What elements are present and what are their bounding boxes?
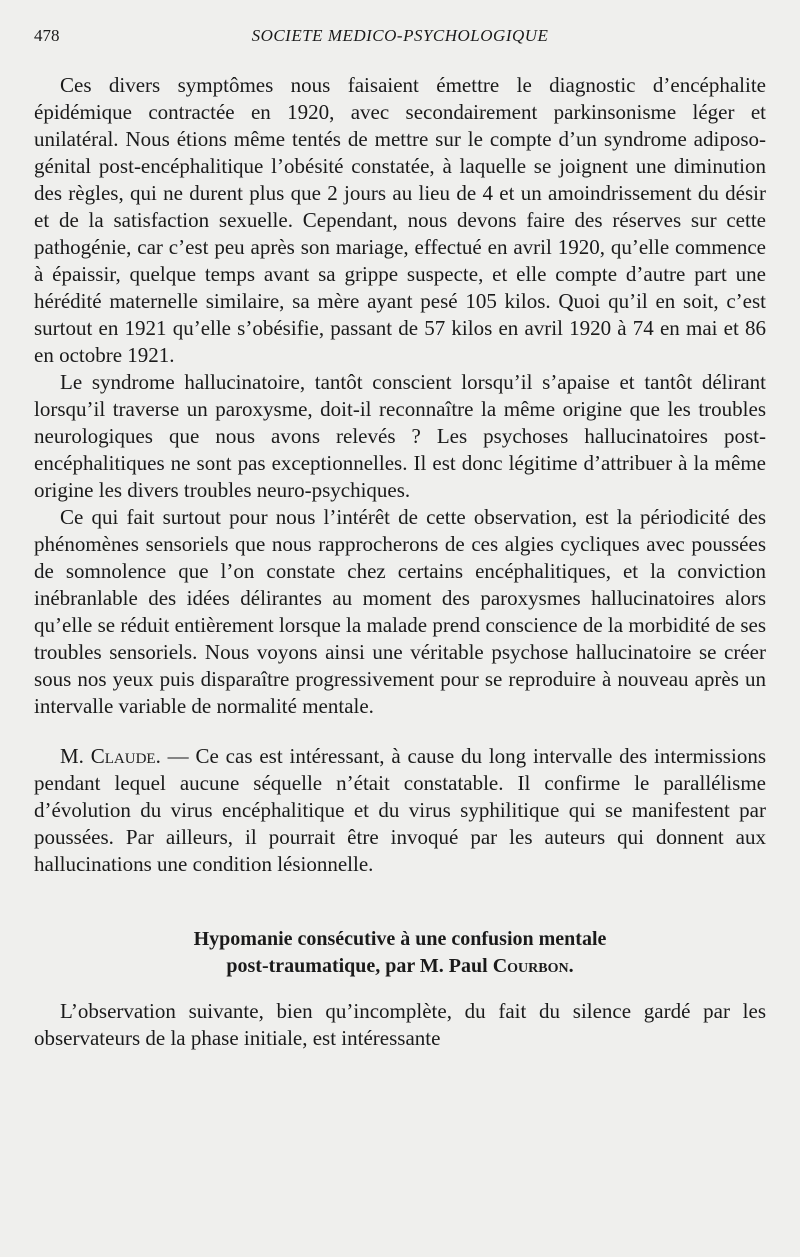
body-text (34, 72, 766, 1052)
running-head: SOCIETE MEDICO-PSYCHOLOGIQUE (251, 26, 549, 45)
paragraph-diagnosis: Ces divers symptômes nous faisaient émettre le diagnostic d’encéphalite épidémique contractée en 1920, avec secondairement parkinsonisme léger et unilatéral. Nous étions même tentés de mettre sur le compte d’un syndrome adiposo-génital post-encéphalitique l’obésité constatée, à laquelle se joignent une diminution des règles, qui ne durent plus que 2 jours au lieu de 4 et un amoindrissement du désir et de la satisfaction sexuelle. Cependant, nous devons faire des réserves sur cette pathogénie, car c’est peu après son mariage, effectué en avril 1920, qu’elle commence à épaissir, quelque temps avant sa grippe suspecte, et elle compte d’autre part une hérédité maternelle similaire, sa mère ayant pesé 105 kilos. Quoi qu’il en soit, c’est surtout en 1921 qu’elle s’obésifie, passant de 57 kilos en avril 1920 à 74 en mai et 86 en octobre 1921. (34, 73, 766, 367)
page-number: 478 (34, 26, 60, 45)
section-gap (34, 878, 766, 926)
discussion-paragraph (34, 743, 766, 878)
section-gap (34, 720, 766, 743)
page-header (34, 26, 766, 52)
article-title-line-1: Hypomanie consécutive à une confusion mentale (193, 928, 607, 950)
article-title-end: . (568, 955, 574, 977)
article-author: Courbon (492, 955, 569, 977)
paragraph-periodicity: Ce qui fait surtout pour nous l’intérêt de cette observation, est la périodicité des phénomènes sensoriels que nous rapprocherons de ces algies cycliques avec poussées de somnolence que l’on constate chez certains encéphalitiques, et la conviction inébranlable des idées délirantes au moment des paroxysmes hallucinatoires alors qu’elle se réduit entièrement lorsque la malade prend conscience de la morbidité de ses troubles sensoriels. Nous voyons ainsi une véritable psychose hallucinatoire se créer sous nos yeux puis disparaître progressivement pour se reproduire à nouveau après un intervalle variable de normalité mentale. (34, 505, 766, 718)
discussion-speaker: M. Claude. (60, 744, 161, 768)
article-title-prefix: post-traumatique, par M. Paul (226, 955, 493, 977)
article-title (34, 926, 766, 980)
paragraph-hallucinatory-syndrome: Le syndrome hallucinatoire, tantôt conscient lorsqu’il s’apaise et tantôt délirant lorsqu’il traverse un paroxysme, doit-il reconnaître la même origine que les troubles neurologiques que nous avons relevés ? Les psychoses hallucinatoires post-encéphalitiques ne sont pas exceptionnelles. Il est donc légitime d’attribuer à la même origine les divers troubles neuro-psychiques. (34, 370, 766, 502)
discussion-text: — Ce cas est intéressant, à cause du long intervalle des intermissions pendant lequel aucune séquelle n’était constatable. Il confirme le parallélisme d’évolution du virus encéphalitique et du virus syphilitique qui se manifestent par poussées. Par ailleurs, il pourrait être invoqué par les auteurs qui donnent aux hallucinations une condition lésionnelle. (34, 744, 766, 876)
article-first-paragraph: L’observation suivante, bien qu’incomplète, du fait du silence gardé par les observateurs de la phase initiale, est intéressante (34, 999, 766, 1050)
article-title-line-2 (34, 953, 766, 980)
